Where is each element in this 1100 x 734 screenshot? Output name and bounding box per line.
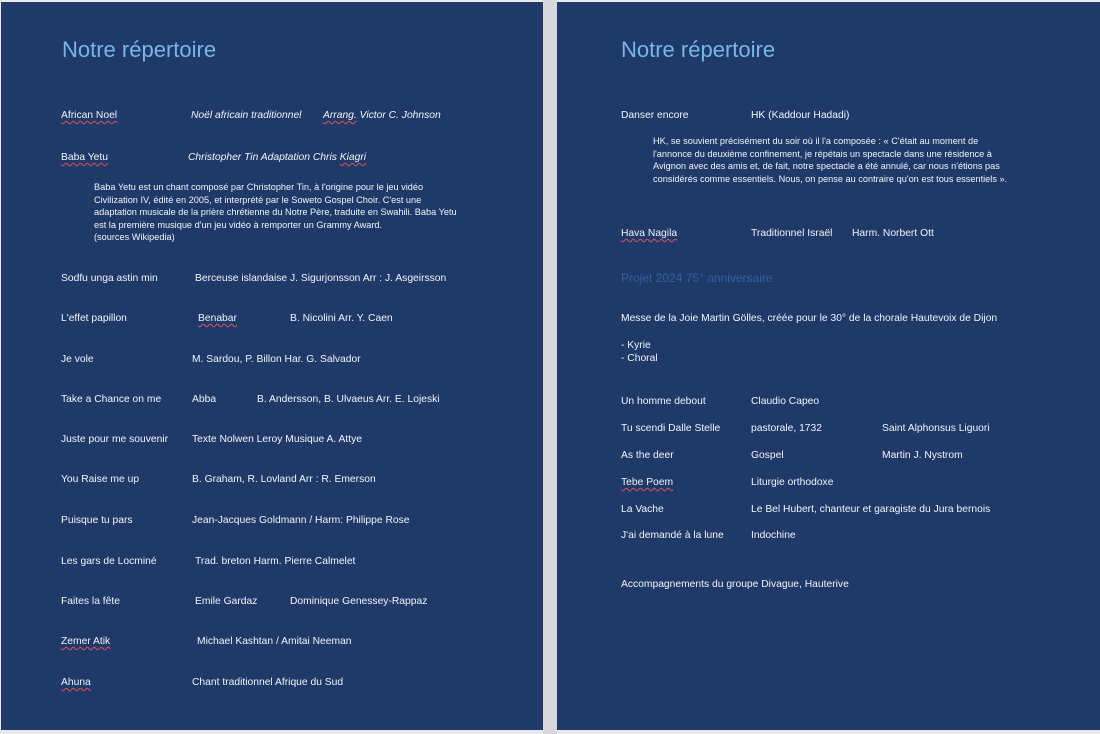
song-title: J'ai demandé à la lune [621,530,724,541]
song-title: Sodfu unga astin min [61,273,158,284]
note-line: HK, se souvient précisément du soir où il l'a composée : « C'était au moment de [653,136,979,146]
song-title: You Raise me up [61,474,140,485]
song-lyricist: Emile Gardaz [195,596,258,607]
song-title: Baba Yetu [61,152,108,163]
song-credits: Jean-Jacques Goldmann / Harm: Philippe Rose [192,515,410,526]
song-title: Les gars de Locminé [61,556,157,567]
song-credits: Berceuse islandaise J. Sigurjonsson Arr : J. Asgeirsson [195,273,447,284]
song-arranger: Harm. Norbert Ott [852,228,934,239]
page-heading: Notre répertoire [621,37,776,62]
page-right [557,2,1100,730]
mass-item: - Kyrie [621,340,651,351]
note-line: (sources Wikipedia) [94,232,175,243]
song-title: Take a Chance on me [61,394,162,405]
note-line: considérés comme essentiels. Nous, on pense au contraire qu'on est tous essentiels ». [653,173,1008,184]
song-description: Christopher Tin Adaptation Chris Kiagri [188,152,367,163]
song-title: L'effet papillon [61,313,127,324]
song-artist: Benabar [198,313,237,324]
song-artist: Gospel [751,450,784,461]
mass-title: Messe de la Joie Martin Gölles, créée pour le 30° de la chorale Hautevoix de Dijon [621,313,998,324]
mass-item: - Choral [621,353,658,364]
accompaniment-note: Accompagnements du groupe Divague, Hauterive [621,579,849,590]
song-credits: B. Andersson, B. Ulvaeus Arr. E. Lojeski [257,394,440,405]
page-left [1,2,543,730]
song-title: Faites la fête [61,596,120,607]
song-note [653,135,1007,185]
song-author: Saint Alphonsus Liguori [882,423,990,434]
song-title: Tebe Poem [621,477,674,488]
song-artist: pastorale, 1732 [751,423,822,434]
song-credits: Chant traditionnel Afrique du Sud [192,677,344,688]
project-label: Projet 2024 75° anniversaire [621,271,773,285]
note-line: Baba Yetu est un chant composé par Christopher Tin, à l'origine pour le jeu vidéo [94,182,424,192]
song-title: Puisque tu pars [61,515,133,526]
song-title: Tu scendi Dalle Stelle [621,423,721,434]
song-artist: Claudio Capeo [751,396,820,407]
song-artist: Le Bel Hubert, chanteur et garagiste du Jura bernois [751,504,991,515]
song-title: Danser encore [621,110,689,121]
song-title: African Noel [61,110,118,121]
song-artist: Liturgie orthodoxe [751,477,834,488]
song-title: Hava Nagila [621,228,678,239]
song-title: La Vache [621,504,664,515]
page-gutter [543,0,557,734]
song-title: Ahuna [61,677,91,688]
song-credits: B. Graham, R. Lovland Arr : R. Emerson [192,474,376,485]
song-artist: Indochine [751,530,796,541]
song-credits: M. Sardou, P. Billon Har. G. Salvador [192,354,361,365]
song-credits: Texte Nolwen Leroy Musique A. Attye [192,434,362,445]
note-line: Avignon avec des amis et, de fait, notre spectacle a été annulé, car nous n'étions pas [653,161,1000,172]
song-title: Zemer Atik [61,636,111,647]
song-description: Noël africain traditionnel [191,110,302,121]
song-title: Je vole [61,354,94,365]
note-line: l'annonce du deuxième confinement, je répétais un spectacle dans une résidence à [653,148,992,159]
song-arranger: Arrang. Victor C. Johnson [323,110,441,121]
song-title: Un homme debout [621,396,706,407]
song-artist: HK (Kaddour Hadadi) [751,110,850,121]
song-credits: B. Nicolini Arr. Y. Caen [290,313,393,324]
song-title: As the deer [621,450,674,461]
song-title: Juste pour me souvenir [61,434,169,445]
song-credits: Michael Kashtan / Amitai Neeman [197,636,352,647]
song-composer: Dominique Genessey-Rappaz [290,596,428,607]
note-line: adaptation musicale de la prière chrétienne du Notre Père, traduite en Swahili. Baba Yetu [94,207,457,218]
note-line: Civilization IV, édité en 2005, et interprété par le Soweto Gospel Choir. C'est une [94,194,422,205]
page-heading: Notre répertoire [62,37,217,62]
song-artist: Abba [192,394,217,405]
song-origin: Traditionnel Israël [751,228,833,239]
song-note [94,181,457,244]
note-line: est la première musique d'un jeu vidéo à remporter un Grammy Award. [94,219,383,230]
song-credits: Trad. breton Harm. Pierre Calmelet [195,556,356,567]
song-author: Martin J. Nystrom [882,450,963,461]
